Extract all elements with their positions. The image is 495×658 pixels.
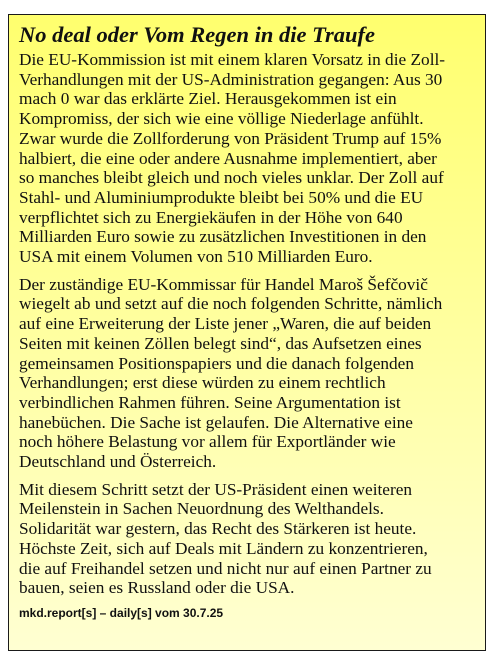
text-line: hanebüchen. Die Sache ist gelaufen. Die Alternative eine: [19, 412, 413, 432]
text-line: wiegelt ab und setzt auf die noch folgenden Schritte, nämlich: [19, 294, 443, 314]
commentary-box: [8, 14, 486, 651]
text-line: Solidarität war gestern, das Recht des Stärkeren ist heute.: [19, 519, 417, 539]
text-line: Deutschland und Österreich.: [19, 452, 217, 472]
text-line: Kompromiss, der sich wie eine völlige Niederlage anfühlt.: [19, 109, 424, 129]
paragraph-3: [19, 480, 475, 598]
text-line: USA mit einem Volumen von 510 Milliarden Euro.: [19, 247, 373, 267]
source-line: mkd.report[s] – daily[s] vom 30.7.25: [19, 605, 224, 620]
text-line: Mit diesem Schritt setzt der US-Präsident einen weiteren: [19, 479, 413, 499]
text-line: so manches bleibt gleich und noch vieles unklar. Der Zoll auf: [19, 168, 444, 188]
text-line: die auf Freihandel setzen und nicht nur auf einen Partner zu: [19, 558, 432, 578]
text-line: verpflichtet sich zu Energiekäufen in der Höhe von 640: [19, 207, 403, 227]
text-line: Zwar wurde die Zollforderung von Präsident Trump auf 15%: [19, 128, 442, 148]
text-line: Der zuständige EU-Kommissar für Handel Maroš Šefčovič: [19, 274, 428, 294]
text-line: noch höhere Belastung vor allem für Exportländer wie: [19, 432, 396, 452]
headline: No deal oder Vom Regen in die Traufe: [19, 22, 376, 47]
text-line: Stahl- und Aluminiumprodukte bleibt bei 50% und die EU: [19, 187, 424, 207]
text-line: Milliarden Euro sowie zu zusätzlichen Investitionen in den: [19, 227, 427, 247]
article-body: [19, 50, 475, 598]
text-line: Verhandlungen; erst diese würden zu einem rechtlich: [19, 373, 386, 393]
paragraph-2: [19, 275, 475, 472]
text-line: auf eine Erweiterung der Liste jener „Waren, die auf beiden: [19, 314, 432, 334]
text-line: Seiten mit keinen Zöllen belegt sind“, das Aufsetzen eines: [19, 333, 422, 353]
text-line: mach 0 war das erklärte Ziel. Herausgekommen ist ein: [19, 89, 397, 109]
text-line: gemeinsamen Positionspapiers und die danach folgenden: [19, 353, 414, 373]
text-line: halbiert, die eine oder andere Ausnahme implementiert, aber: [19, 148, 437, 168]
text-line: verbindlichen Rahmen führen. Seine Argumentation ist: [19, 392, 401, 412]
paragraph-1: [19, 50, 475, 267]
text-line: Meilenstein in Sachen Neuordnung des Welthandels.: [19, 499, 384, 519]
text-line: Die EU-Kommission ist mit einem klaren Vorsatz in die Zoll-: [19, 50, 446, 69]
text-line: Höchste Zeit, sich auf Deals mit Ländern zu konzentrieren,: [19, 538, 428, 558]
text-line: Verhandlungen mit der US-Administration gegangen: Aus 30: [19, 69, 443, 89]
text-line: bauen, seien es Russland oder die USA.: [19, 578, 295, 598]
